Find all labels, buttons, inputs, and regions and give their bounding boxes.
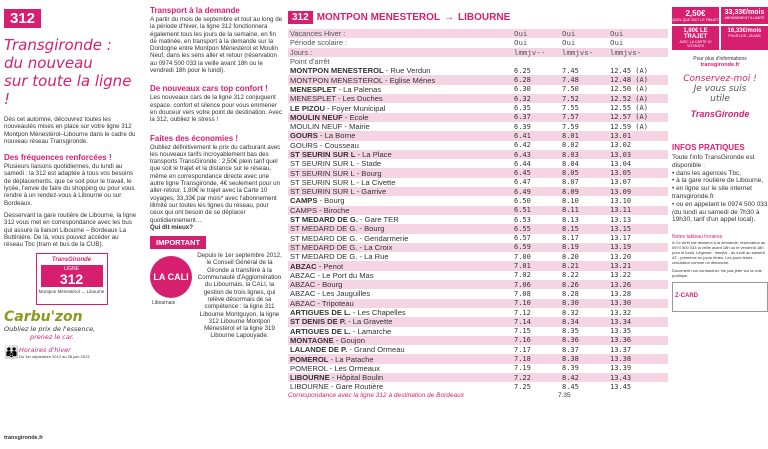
departure-time: 8.32 bbox=[562, 308, 579, 317]
departure-time: 7.02 bbox=[514, 271, 531, 280]
departure-time: 8.35 bbox=[562, 327, 579, 336]
table-row bbox=[288, 159, 668, 168]
departure-time: 7.57 bbox=[560, 113, 608, 122]
stop-name: ABZAC - Tripoteau bbox=[288, 299, 512, 308]
departure-time: 12.45 (A) bbox=[610, 66, 648, 75]
departure-time: 6.57 bbox=[514, 234, 531, 243]
table-row bbox=[288, 168, 668, 177]
stop-name: ST SEURIN SUR L - Bourg bbox=[288, 168, 512, 177]
stop-name: ABZAC - Penot bbox=[288, 261, 512, 270]
departure-time: 13.13 bbox=[610, 215, 632, 224]
departure-time: 13.30 bbox=[608, 299, 668, 308]
departure-time: 13.34 bbox=[608, 317, 668, 326]
table-row bbox=[288, 234, 668, 243]
people-icon: 👪 bbox=[4, 345, 19, 360]
departure-time: 13.43 bbox=[608, 373, 668, 382]
departure-time: 8.09 bbox=[560, 187, 608, 196]
departure-time: 8.30 bbox=[560, 299, 608, 308]
departure-time: 7.01 bbox=[512, 261, 560, 270]
tad-title: Transport à la demande bbox=[150, 6, 240, 15]
table-row bbox=[288, 317, 668, 326]
stop-name: ST MEDARD DE G. - La Croix bbox=[288, 243, 512, 252]
departure-time: 8.17 bbox=[562, 234, 579, 243]
stop-name: ABZAC - Les Jauguilles bbox=[290, 289, 371, 299]
departure-time: 6.28 bbox=[512, 75, 560, 84]
departure-time: 8.11 bbox=[560, 206, 608, 215]
table-row bbox=[288, 252, 668, 261]
stop-name: ST SEURIN SUR L - La Place bbox=[288, 150, 512, 159]
stop-name: ST MEDARD DE G. - Gare TER bbox=[290, 215, 399, 225]
stop-name: MENESPLET - La Palenas bbox=[290, 84, 382, 94]
important-block: LA CALI Libournais Depuis le 1er septembre 2012, le Conseil Général de la Gironde a transféré à la Communauté d'Agglomération du Libournais, la CALI, la gestion de trois lignes, qui relève désormais de sa compétence : la ligne 311 Libourne Montguyon, la ligne 312 Libourne Montpon Ménestérol et la ligne 319 Libourne Lapouyade. bbox=[152, 252, 282, 340]
departure-time: 7.45 bbox=[562, 66, 579, 75]
stop-name: ST DENIS DE P. - La Gravette bbox=[288, 317, 512, 326]
departure-time: 7.18 bbox=[512, 354, 560, 363]
stop-name: POMEROL - Les Ormeaux bbox=[290, 363, 381, 373]
departure-time: 6.35 bbox=[514, 104, 531, 113]
departure-time: 6.30 bbox=[514, 85, 531, 94]
column-1 bbox=[0, 0, 143, 449]
stop-name: GOURS - Cousseau bbox=[290, 140, 359, 150]
table-row bbox=[288, 94, 668, 103]
departure-time: 7.59 bbox=[562, 122, 579, 131]
departure-time: 12.52 (A) bbox=[608, 94, 668, 103]
departure-time: 6.42 bbox=[514, 141, 531, 150]
table-row bbox=[288, 113, 668, 122]
departure-time: 6.39 bbox=[514, 122, 531, 131]
freq-text-1: Plusieurs liaisons quotidiennes, du lundi au samedi : la 312 est adaptée à tous vos besoins de déplacements, que ce soit pour le travail, le lycée, l'envie de faire du shopping ou pour vous rendre à un rendez-vous à Libourne ou sur Bordeaux. bbox=[4, 163, 135, 207]
stop-name: LIBOURNE - Gare Routière bbox=[290, 382, 384, 392]
stop-name: ARTIGUES DE L. - Lamarche bbox=[290, 326, 392, 336]
departure-time: 8.03 bbox=[560, 150, 608, 159]
departure-time: 8.21 bbox=[560, 261, 608, 270]
departure-time: 8.19 bbox=[560, 243, 608, 252]
doc-note: Document non contractuel. Ne pas jeter sur la voie publique. bbox=[672, 268, 762, 279]
eco-title: Faites des économies ! bbox=[150, 133, 239, 143]
stop-name: MONTAGNE - Goujon bbox=[288, 336, 512, 345]
departure-time: 13.20 bbox=[610, 252, 632, 261]
stop-name: MENESPLET - Les Duches bbox=[288, 94, 512, 103]
departure-time: 7.16 bbox=[512, 336, 560, 345]
notes-title: Notes tableau horaires bbox=[672, 234, 723, 241]
stop-name: CAMPS - Biroche bbox=[288, 206, 512, 215]
table-row bbox=[288, 327, 668, 336]
arrow-icon: → bbox=[444, 12, 455, 23]
winter-hours: 👪 Horaires d'hiver Du 1er septembre 2012 au 28 juin 2013 bbox=[4, 345, 90, 360]
departure-time: 12.55 (A) bbox=[610, 104, 648, 113]
route-header: 312 MONTPON MENESTEROL → LIBOURNE bbox=[288, 11, 668, 24]
departure-time: 13.17 bbox=[610, 234, 632, 243]
table-row bbox=[288, 280, 668, 289]
departure-time: 13.19 bbox=[608, 243, 668, 252]
table-row bbox=[288, 271, 668, 280]
stop-name: ABZAC - Bourg bbox=[288, 280, 512, 289]
table-row bbox=[288, 196, 668, 205]
departure-time: 8.28 bbox=[562, 289, 579, 298]
departure-time: 12.57 (A) bbox=[608, 113, 668, 122]
table-row bbox=[288, 141, 668, 150]
important-badge: IMPORTANT bbox=[150, 236, 206, 249]
departure-time: 7.22 bbox=[512, 373, 560, 382]
table-row bbox=[288, 187, 668, 196]
departure-time: 13.09 bbox=[608, 187, 668, 196]
site-link[interactable]: transgironde.fr bbox=[4, 435, 44, 441]
table-row bbox=[288, 373, 668, 382]
departure-time: 13.05 bbox=[608, 168, 668, 177]
stop-name: ST SEURIN SUR L - Stade bbox=[290, 159, 382, 169]
table-row bbox=[288, 122, 668, 131]
departure-time: 7.12 bbox=[514, 308, 531, 317]
price-grid bbox=[672, 7, 768, 50]
departure-time: 7.52 bbox=[560, 94, 608, 103]
departure-time: 12.48 (A) bbox=[608, 75, 668, 84]
more-info-label: Pour plus d'informations bbox=[693, 56, 747, 62]
table-row bbox=[288, 289, 668, 298]
departure-time: 13.36 bbox=[608, 336, 668, 345]
transgironde-logo-large: TransGironde bbox=[690, 109, 750, 119]
stop-name: MOULIN NEUF - Mairie bbox=[290, 122, 370, 132]
eco-text: Oubliez définitivement le prix du carburant avec les nouveaux tarifs incroyablement bas des transports TransGironde : 2,50€ plein tarif quel que soit le trajet et la distance sur le réseau, même en correspondance directe avec une autre ligne Transgironde, 4€ seulement pour un aller-retour, 1,80€ le trajet avec la Carte 10 voyages, 33,33€ par mois* avec l'abonnement illimité sur toutes les lignes du réseau, pour ceux qui ont besoin de se déplacer quotidiennement… bbox=[150, 143, 281, 224]
carbuzon-line-1: Oubliez le prix de l'essence, bbox=[4, 325, 96, 334]
departure-time: 8.05 bbox=[560, 168, 608, 177]
table-row bbox=[288, 299, 668, 308]
stop-name: MONTPON MENESTEROL - Rue Verdun bbox=[290, 66, 431, 76]
departure-time: 7.06 bbox=[512, 280, 560, 289]
tad-text: A partir du mois de septembre et tout au long de la période d'hiver, la ligne 312 fonctionnera également tous les jours de la semaine, en fin de matinée, en transport à la demande sur la Dordogne entre Montpon Ménestérol et Moulin Neuf, dans les sens aller et retour (réservation au 0974 500 033 la veille avant 18h ou le vendredi 18h pour le lundi). bbox=[150, 16, 283, 75]
stop-name: LALANDE DE P. - Grand Ormeau bbox=[290, 345, 405, 355]
freq-title: Des fréquences renforcées ! bbox=[4, 153, 112, 163]
intro-text: Dès cet automne, découvrez toutes les nouveautés mises en place sur votre ligne 312 Montpon Ménestérol–Libourne dans le cadre du nouveau réseau Transgironde. bbox=[4, 116, 136, 145]
more-info-site[interactable]: transgironde.fr bbox=[700, 62, 740, 68]
practical-info-list: • dans les agences Tbc, • à la gare routière de Libourne, • en ligne sur le site internet transgironde.fr • ou en appelant le 0974 500 033 bbox=[672, 169, 768, 208]
table-row bbox=[288, 224, 668, 233]
departure-time: 7.19 bbox=[514, 364, 531, 373]
table-row bbox=[288, 85, 668, 94]
headline: Transgironde : du nouveau sur toute la ligne ! bbox=[4, 36, 132, 108]
departure-time: 13.03 bbox=[608, 150, 668, 159]
departure-time: 8.01 bbox=[560, 131, 608, 140]
departure-time: 13.10 bbox=[610, 196, 632, 205]
table-row bbox=[288, 261, 668, 270]
departure-time: 13.01 bbox=[608, 131, 668, 140]
stop-name: MOULIN NEUF - Ecole bbox=[288, 113, 512, 122]
departure-time: 7.17 bbox=[514, 345, 531, 354]
departure-time: 7.15 bbox=[514, 327, 531, 336]
carbuzon-logo: Carbu'zon bbox=[4, 309, 83, 326]
departure-time: 8.10 bbox=[562, 196, 579, 205]
transgironde-logo: TransGironde bbox=[51, 257, 92, 264]
zcard-logo: Z-CARD bbox=[672, 282, 768, 312]
departure-time: 13.32 bbox=[610, 308, 632, 317]
departure-time: 13.21 bbox=[608, 261, 668, 270]
column-4 bbox=[672, 0, 768, 449]
departure-time: 6.43 bbox=[512, 150, 560, 159]
keep-me-note: Conservez-moi ! Je vous suis utile bbox=[683, 74, 757, 104]
departure-time: 7.50 bbox=[562, 85, 579, 94]
table-row bbox=[288, 308, 668, 317]
carbuzon-line-2: prenez le car. bbox=[30, 333, 74, 342]
column-2 bbox=[150, 0, 283, 449]
stop-name: POMEROL - La Patache bbox=[288, 354, 512, 363]
line-badge: 312 bbox=[4, 9, 41, 28]
stop-name: GOURS - La Borne bbox=[288, 131, 512, 140]
departure-time: 8.38 bbox=[560, 354, 608, 363]
stop-name: ST MEDARD DE G. - Gendarmerie bbox=[290, 233, 409, 243]
departure-time: 13.38 bbox=[608, 354, 668, 363]
freq-text-2: Desservant la gare routière de Libourne, la ligne 312 vous met en correspondance avec les bus qui assure la liaison Libourne – Bordeaux La Buttinière. De là, vous pouvez accéder au réseau Tbc (tram et bus de la CUB). bbox=[4, 211, 137, 249]
departure-time: 8.37 bbox=[562, 345, 579, 354]
departure-time: 6.55 bbox=[512, 224, 560, 233]
table-row bbox=[288, 178, 668, 187]
practical-info-text: Toute l'info TransGironde est disponible : bbox=[672, 154, 755, 169]
departure-time: 6.37 bbox=[512, 113, 560, 122]
cali-logo: LA CALI bbox=[150, 256, 192, 298]
departure-time: 8.39 bbox=[562, 364, 579, 373]
departure-time: 8.02 bbox=[562, 141, 579, 150]
line-card: TransGironde LIGNE 312 Montpon Ménestérol ↔ Libourne bbox=[36, 253, 108, 305]
stop-name: ST MEDARD DE G. - La Rue bbox=[290, 252, 389, 262]
table-row bbox=[288, 382, 668, 391]
stop-name: ARTIGUES DE L. - Les Chapelles bbox=[290, 308, 406, 318]
departure-time: 6.53 bbox=[514, 215, 531, 224]
departure-time: 6.47 bbox=[514, 178, 531, 187]
departure-time: 6.45 bbox=[512, 168, 560, 177]
stop-name: LE PIZOU - Foyer Municipal bbox=[290, 103, 386, 113]
table-row bbox=[288, 131, 668, 140]
table-row bbox=[288, 66, 668, 75]
departure-time: 8.45 bbox=[562, 382, 579, 391]
table-row bbox=[288, 150, 668, 159]
table-row bbox=[288, 103, 668, 112]
eco-question: Qui dit mieux? bbox=[150, 223, 193, 231]
practical-info-title: INFOS PRATIQUES bbox=[672, 143, 745, 152]
price-monthly: 33,33€/mois ABONNEMENT ILLIMITÉ bbox=[721, 7, 768, 24]
price-single: 2,50€ QUEL QUE SOIT LE TRAJET bbox=[672, 9, 719, 22]
stop-name: LIBOURNE - Hôpital Boulin bbox=[288, 373, 512, 382]
departure-time: 13.28 bbox=[610, 289, 632, 298]
departure-time: 6.44 bbox=[514, 159, 531, 168]
cars-title: De nouveaux cars top confort ! bbox=[150, 84, 268, 94]
departure-time: 7.00 bbox=[514, 252, 531, 261]
departure-time: 13.07 bbox=[610, 178, 632, 187]
card-badge: LIGNE 312 bbox=[41, 265, 103, 287]
cars-text: Les nouveaux cars de la ligne 312 conjuguent espace, confort et silence pour vous emmener en douceur vers votre point de destination. Avec la 312, oubliez le stress ! bbox=[150, 94, 282, 124]
table-row bbox=[288, 364, 668, 373]
departure-time: 13.22 bbox=[610, 271, 632, 280]
stop-name: ST MEDARD DE G. - Bourg bbox=[288, 224, 512, 233]
table-row bbox=[288, 345, 668, 354]
departure-time: 12.59 (A) bbox=[610, 122, 648, 131]
departure-time: 13.45 bbox=[610, 382, 632, 391]
departure-time: 6.32 bbox=[512, 94, 560, 103]
departure-time: 13.15 bbox=[608, 224, 668, 233]
timetable-grid: Vacances Hiver : Oui Oui Oui Période scolaire : Oui Oui Oui Jours : lmmjv-- lmmjvs- lmmjvs- Point d'arrêt MONTPON MENESTEROL - Rue Verdun 6.25 7.45 12.45 (A) MONTPON MENESTEROL - Eglise Ménes 6.28 7.48 12.48 (A) MENESPLET - La Palenas 6.30 7.50 12.50 (A) MENESPLET - Les Duches 6.32 7.52 12.52 (A) LE PIZOU - Foyer Municipal 6.35 7.55 12.55 (A) MOULIN NEUF - Ecole 6.37 7.57 12.57 (A) MOULIN NEUF - Mairie 6.39 7.59 12.59 (A) GOURS - La Borne 6.41 8.01 13.01 GOURS - Cousseau 6.42 8.02 13.02 ST SEURIN SUR L - La Place 6.43 8.03 13.03 ST SEURIN SUR L - Stade 6.44 8.04 13.04 ST SEURIN SUR L - Bourg 6.45 8.05 13.05 ST SEURIN SUR L - La Civette 6.47 8.07 13.07 ST SEURIN SUR L - Garrive 6.49 8.09 13.09 CAMPS - Bourg 6.50 8.10 13.10 CAMPS - Biroche 6.51 8.11 13.11 ST MEDARD DE G. - Gare TER 6.53 8.13 13.13 ST MEDARD DE G. - Bourg 6.55 8.15 13.15 ST MEDARD DE G. - Gendarmerie 6.57 8.17 13.17 ST MEDARD DE G. - La Croix 6.59 8.19 13.19 ST MEDARD DE G. - La Rue 7.00 8.20 13.20 ABZAC - Penot 7.01 8.21 13.21 ABZAC - Le Port du Mas 7.02 8.22 13.22 ABZAC - Bourg 7.06 8.26 13.26 ABZAC - Les Jauguilles 7.08 8.28 13.28 ABZAC - Tripoteau 7.10 8.30 13.30 ARTIGUES DE L. - Les Chapelles 7.12 8.32 13.32 ST DENIS DE P. - La Gravette 7.14 8.34 13.34 ARTIGUES DE L. - Lamarche 7.15 8.35 13.35 MONTAGNE - Goujon 7.16 8.36 13.36 LALANDE DE P. - Grand Ormeau 7.17 8.37 13.37 POMEROL - La Patache 7.18 8.38 13.38 POMEROL - Les Ormeaux 7.19 8.39 13.39 LIBOURNE - Hôpital Boulin 7.22 8.42 13.43 LIBOURNE - Gare Routière 7.25 8.45 13.45 bbox=[288, 29, 668, 392]
departure-time: 8.04 bbox=[562, 159, 579, 168]
departure-time: 7.48 bbox=[560, 75, 608, 84]
departure-time: 6.49 bbox=[512, 187, 560, 196]
table-row bbox=[288, 75, 668, 84]
notes-text: A Ce arrêt est desservi à la demande, réservation au 0974 500 033 la veille avant 18h ou le vendredi 18h pour le lundi. Légende : lmmjvs - du lundi au samedi. AT - présence en jours fériés. Les jours fériés : circulation comme un dimanche. bbox=[672, 240, 766, 266]
table-row bbox=[288, 215, 668, 224]
departure-time: 13.04 bbox=[610, 159, 632, 168]
departure-time: 13.11 bbox=[608, 206, 668, 215]
departure-time: 6.41 bbox=[512, 131, 560, 140]
footnote: Correspondance avec la ligne 312 à destination de Bordeaux 7.35 bbox=[288, 391, 571, 399]
departure-time: 6.50 bbox=[514, 196, 531, 205]
departure-time: 8.22 bbox=[562, 271, 579, 280]
departure-time: 7.10 bbox=[512, 299, 560, 308]
departure-time: 13.37 bbox=[610, 345, 632, 354]
price-card10: 1,80€ LE TRAJET AVEC LA CARTE 10 VOYAGES bbox=[672, 26, 719, 50]
timetable bbox=[288, 0, 668, 449]
practical-info-hours: (du lundi au samedi de 7h30 à 19h30, tarif d'un appel local). bbox=[672, 208, 760, 224]
table-row bbox=[288, 243, 668, 252]
departure-time: 13.35 bbox=[610, 327, 632, 336]
stop-name: ST SEURIN SUR L - Garrive bbox=[288, 187, 512, 196]
departure-time: 8.07 bbox=[562, 178, 579, 187]
departure-time: 7.14 bbox=[512, 317, 560, 326]
departure-time: 8.20 bbox=[562, 252, 579, 261]
departure-time: 7.55 bbox=[562, 104, 579, 113]
departure-time: 12.50 (A) bbox=[610, 85, 648, 94]
departure-time: 8.15 bbox=[560, 224, 608, 233]
stop-name: ST SEURIN SUR L - La Civette bbox=[290, 177, 396, 187]
stop-name: ABZAC - Le Port du Mas bbox=[290, 270, 374, 280]
departure-time: 8.42 bbox=[560, 373, 608, 382]
departure-time: 13.02 bbox=[610, 141, 632, 150]
table-row bbox=[288, 354, 668, 363]
table-row bbox=[288, 336, 668, 345]
stop-name: MONTPON MENESTEROL - Eglise Ménes bbox=[288, 75, 512, 84]
departure-time: 6.25 bbox=[514, 66, 531, 75]
departure-time: 8.36 bbox=[560, 336, 608, 345]
departure-time: 8.26 bbox=[560, 280, 608, 289]
departure-time: 13.26 bbox=[608, 280, 668, 289]
departure-time: 8.34 bbox=[560, 317, 608, 326]
table-row bbox=[288, 206, 668, 215]
price-young: 16,33€/mois POUR LES –26 ANS bbox=[721, 26, 768, 50]
departure-time: 7.08 bbox=[514, 289, 531, 298]
important-text: Depuis le 1er septembre 2012, le Conseil Général de la Gironde a transféré à la Communauté d'Agglomération du Libournais, la CALI, la gestion de trois lignes, qui relève désormais de sa compétence : la ligne 311 Libourne Montguyon, la ligne 312 Libourne Montpon Ménestérol et la ligne 319 Libourne Lapouyade. bbox=[197, 252, 282, 340]
departure-time: 6.59 bbox=[512, 243, 560, 252]
departure-time: 8.13 bbox=[562, 215, 579, 224]
departure-time: 6.51 bbox=[512, 206, 560, 215]
departure-time: 7.25 bbox=[514, 382, 531, 391]
departure-time: 13.39 bbox=[610, 364, 632, 373]
stop-name: CAMPS - Bourg bbox=[290, 196, 345, 206]
